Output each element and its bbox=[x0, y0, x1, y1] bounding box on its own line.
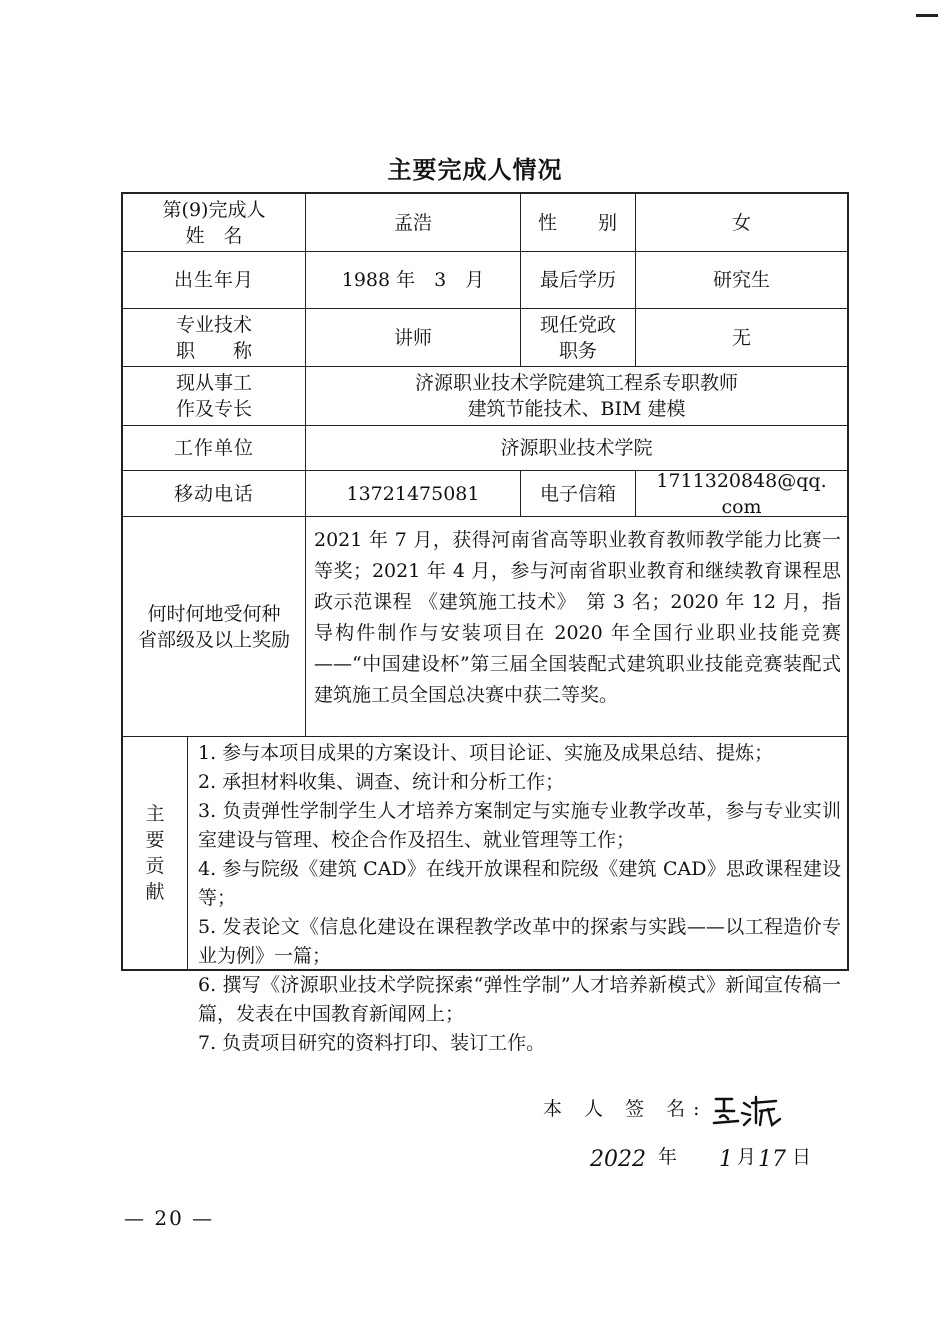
awards-text: 2021 年 7 月，获得河南省高等职业教育教师教学能力比赛一等奖；2021 年 4 月，参与河南省职业教育和继续教育课程思政示范课程 《建筑施工技术》 第 3 名；2020 年 12 月，指导构件制作与安装项目在 2020 年全国行业职业技能竞赛——“中国建设杯”第三届全国装配式建筑职业技能竞赛装配式建筑施工员全国总决赛中获二等奖。 bbox=[314, 529, 841, 706]
party-label-line2: 职务 bbox=[558, 339, 597, 362]
row-awards bbox=[123, 517, 847, 737]
name-label-line1: 第(9)完成人 bbox=[162, 198, 266, 221]
birth-value: 1988 年 3 月 bbox=[306, 252, 521, 308]
handwritten-month bbox=[715, 1142, 737, 1172]
party-value: 无 bbox=[731, 326, 751, 349]
work-label-line1: 现从事工 bbox=[175, 372, 252, 394]
email-label: 电子信箱 bbox=[521, 471, 636, 516]
row-name bbox=[123, 194, 847, 252]
row-phone bbox=[123, 471, 847, 517]
phone-value: 13721475081 bbox=[306, 471, 521, 516]
signature-date bbox=[588, 1142, 811, 1172]
handwritten-year bbox=[588, 1142, 658, 1172]
email-value: 1711320848@qq. com bbox=[656, 469, 827, 518]
name-value: 孟浩 bbox=[306, 194, 521, 251]
row-work bbox=[123, 367, 847, 426]
name-label-cell bbox=[123, 194, 306, 251]
info-table bbox=[121, 192, 849, 1172]
contrib-char-4: 献 bbox=[145, 881, 165, 903]
awards-label-cell bbox=[123, 517, 306, 736]
gender-label: 性 别 bbox=[521, 194, 636, 251]
awards-label-line1: 何时何地受何种 bbox=[147, 602, 281, 625]
work-value-line2: 建筑节能技术、BIM 建模 bbox=[467, 398, 686, 420]
contrib-char-1: 主 bbox=[145, 803, 165, 825]
awards-label-line2: 省部级及以上奖励 bbox=[137, 628, 290, 651]
contribution-item: 3. 负责弹性学制学生人才培养方案制定与实施专业教学改革，参与专业实训室建设与管理、校企合作及招生、就业管理等工作； bbox=[198, 800, 841, 851]
handwritten-day bbox=[756, 1142, 792, 1172]
name-label-line2: 姓 名 bbox=[185, 224, 243, 247]
work-value-cell bbox=[306, 367, 847, 425]
contrib-char-3: 贡 bbox=[145, 855, 165, 877]
work-value-line1: 济源职业技术学院建筑工程系专职教师 bbox=[414, 372, 738, 394]
day-unit: 日 bbox=[792, 1146, 812, 1168]
handwritten-signature-icon bbox=[710, 1089, 796, 1129]
svg-text:1: 1 bbox=[719, 1147, 734, 1172]
unit-value: 济源职业技术学院 bbox=[500, 437, 653, 459]
signature-label: 本 人 签 名: bbox=[543, 1098, 708, 1120]
contribution-item: 1. 参与本项目成果的方案设计、项目论证、实施及成果总结、提炼； bbox=[198, 742, 774, 764]
svg-text:17: 17 bbox=[758, 1147, 787, 1172]
unit-label: 工作单位 bbox=[123, 426, 306, 470]
contribution-item: 4. 参与院级《建筑 CAD》在线开放课程和院级《建筑 CAD》思政课程建设等； bbox=[198, 858, 841, 909]
contribution-item: 6. 撰写《济源职业技术学院探索“弹性学制”人才培养新模式》新闻宣传稿一篇，发表在中国教育新闻网上； bbox=[198, 974, 841, 1025]
row-birth bbox=[123, 252, 847, 309]
party-label-cell bbox=[521, 309, 636, 366]
row-contributions bbox=[123, 737, 847, 1172]
title-value: 讲师 bbox=[306, 309, 521, 366]
contrib-char-2: 要 bbox=[145, 829, 165, 851]
page-title: 主要完成人情况 bbox=[387, 155, 563, 184]
work-label-cell bbox=[123, 367, 306, 425]
work-label-line2: 作及专长 bbox=[175, 398, 252, 420]
svg-text:2022: 2022 bbox=[590, 1147, 646, 1172]
contributions-content bbox=[188, 737, 847, 1172]
contribution-item: 2. 承担材料收集、调查、统计和分析工作； bbox=[198, 771, 565, 793]
contribution-item: 5. 发表论文《信息化建设在课程教学改革中的探索与实践——以工程造价专业为例》一篇； bbox=[198, 916, 841, 967]
corner-mark bbox=[916, 14, 938, 17]
page-number: — 20 — bbox=[124, 1206, 215, 1230]
contribution-item: 7. 负责项目研究的资料打印、装订工作。 bbox=[198, 1032, 546, 1054]
month-unit: 月 bbox=[737, 1146, 757, 1168]
education-value: 研究生 bbox=[712, 269, 770, 291]
row-unit bbox=[123, 426, 847, 471]
row-title bbox=[123, 309, 847, 367]
party-label-line1: 现任党政 bbox=[539, 313, 616, 336]
gender-value: 女 bbox=[731, 211, 751, 234]
education-label: 最后学历 bbox=[521, 252, 636, 308]
phone-label: 移动电话 bbox=[123, 471, 306, 516]
year-unit: 年 bbox=[658, 1146, 678, 1168]
title-label-cell bbox=[123, 309, 306, 366]
signature-line bbox=[543, 1089, 796, 1129]
title-label-line1: 专业技术 bbox=[175, 313, 252, 336]
birth-label: 出生年月 bbox=[123, 252, 306, 308]
title-label-line2: 职 称 bbox=[175, 339, 252, 362]
contributions-label bbox=[123, 737, 188, 969]
